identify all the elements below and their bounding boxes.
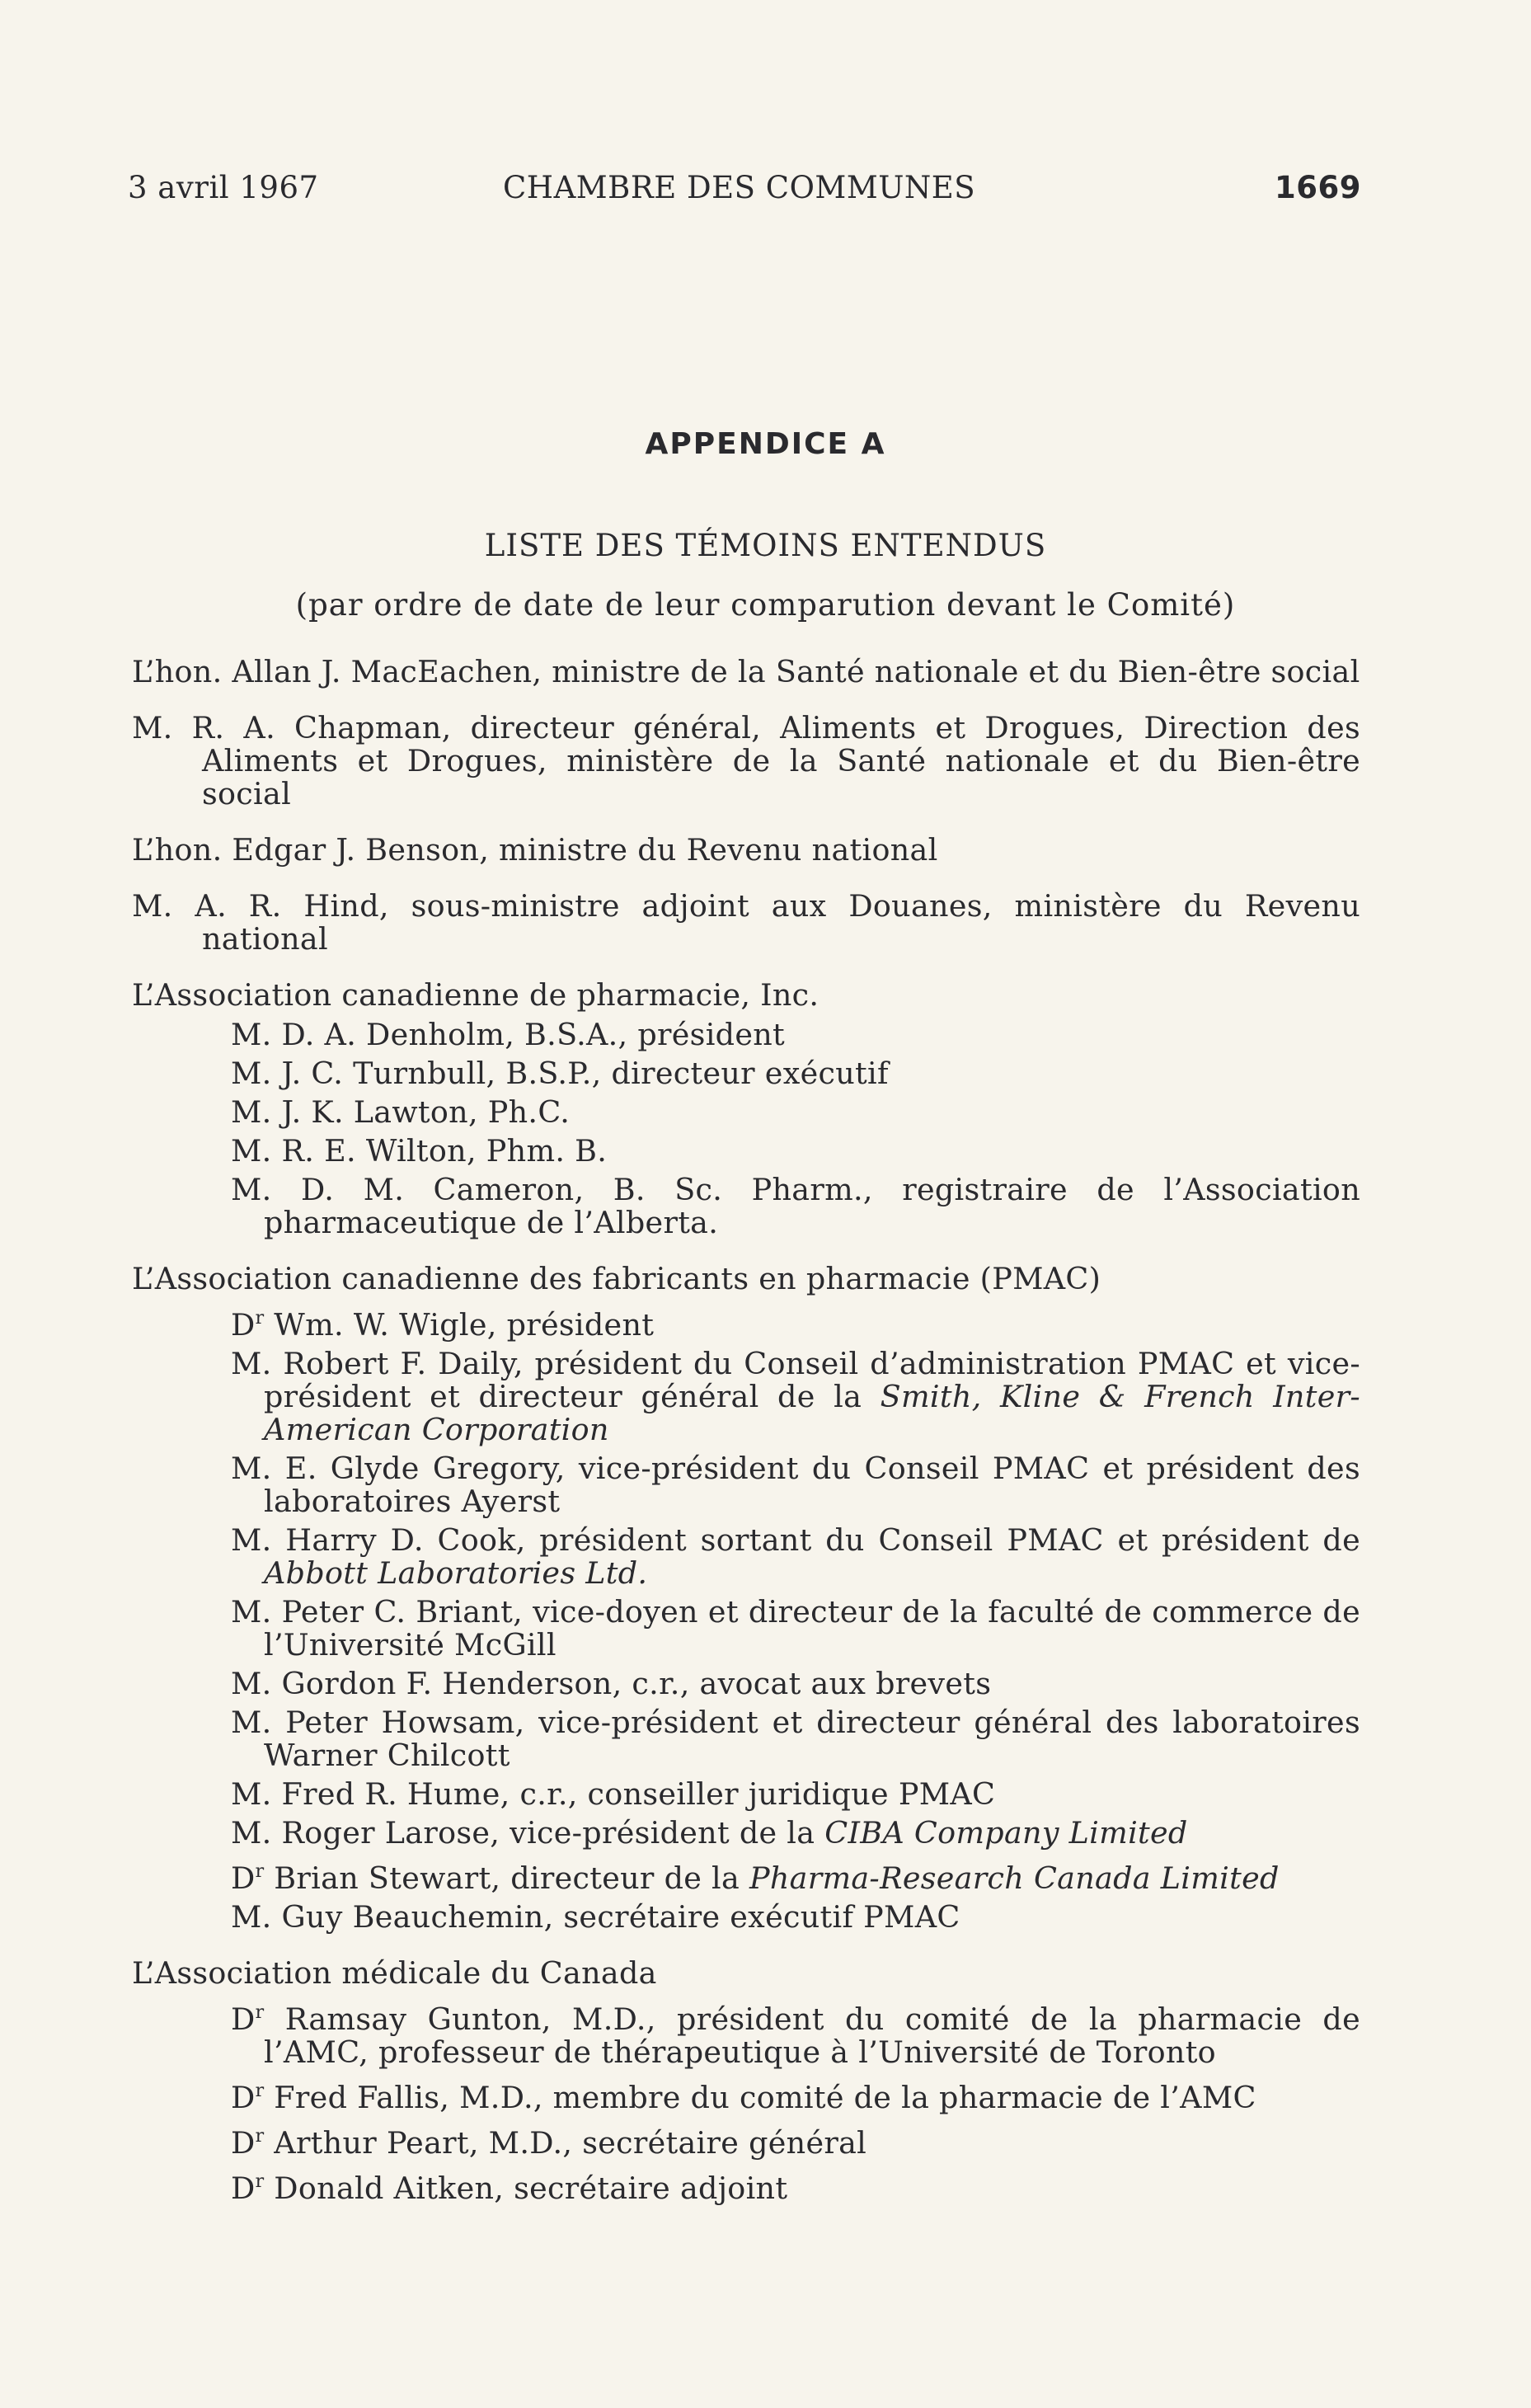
member-item xyxy=(132,1667,1360,1700)
page-header xyxy=(128,170,1361,216)
member-prefix-sup: r xyxy=(255,1861,265,1882)
member-item xyxy=(132,1778,1360,1811)
witness-entry xyxy=(132,890,1360,956)
member-text: M. E. Glyde Gregory, vice-président du Conseil PMAC et président des laboratoires Ayerst xyxy=(231,1451,1360,1519)
member-item xyxy=(132,2075,1360,2114)
witness-text: L’hon. Edgar J. Benson, ministre du Revenu national xyxy=(132,832,938,868)
company-name: CIBA Company Limited xyxy=(824,1815,1188,1851)
member-item xyxy=(132,1901,1360,1934)
member-text: M. Robert F. Daily, président du Conseil d’administration PMAC et vice-président et directeur général de la xyxy=(231,1346,1360,1414)
member-item xyxy=(132,1855,1360,1895)
member-prefix: D xyxy=(231,2080,256,2115)
document-body xyxy=(132,656,1360,2211)
member-item xyxy=(132,1817,1360,1850)
member-item xyxy=(132,1135,1360,1168)
member-prefix: D xyxy=(231,2170,256,2206)
member-item xyxy=(132,1302,1360,1342)
member-text: M. J. C. Turnbull, B.S.P., directeur exécutif xyxy=(231,1056,889,1091)
organization-block xyxy=(132,979,1360,1239)
member-item xyxy=(132,1524,1360,1590)
member-text: M. D. A. Denholm, B.S.A., président xyxy=(231,1017,786,1052)
witness-text: M. A. R. Hind, sous-ministre adjoint aux Douanes, ministère du Revenu national xyxy=(132,888,1360,957)
member-item xyxy=(132,1706,1360,1772)
member-item xyxy=(132,1018,1360,1051)
company-name: Pharma-Research Canada Limited xyxy=(749,1860,1280,1896)
witness-entry xyxy=(132,712,1360,811)
witness-entry xyxy=(132,834,1360,867)
member-item xyxy=(132,1996,1360,2069)
member-text: M. Gordon F. Henderson, c.r., avocat aux brevets xyxy=(231,1666,992,1701)
member-item xyxy=(132,1596,1360,1662)
member-list xyxy=(132,1996,1360,2205)
organization-block xyxy=(132,1263,1360,1934)
member-text: Fred Fallis, M.D., membre du comité de la pharmacie de l’AMC xyxy=(264,2080,1256,2115)
member-text: M. Harry D. Cook, président sortant du Conseil PMAC et président de xyxy=(231,1522,1360,1558)
ordre-note: (par ordre de date de leur comparution devant le Comité) xyxy=(295,587,1236,623)
company-name: Abbott Laboratories Ltd. xyxy=(264,1555,648,1591)
organization-block xyxy=(132,1957,1360,2205)
organization-name: L’Association canadienne des fabricants en pharmacie (PMAC) xyxy=(132,1261,1101,1296)
member-text: M. D. M. Cameron, B. Sc. Pharm., registraire de l’Association pharmaceutique de l’Alberta. xyxy=(231,1172,1360,1240)
member-list xyxy=(132,1302,1360,1934)
member-list xyxy=(132,1018,1360,1239)
member-text: Arthur Peart, M.D., secrétaire général xyxy=(264,2125,867,2161)
member-text: M. Guy Beauchemin, secrétaire exécutif PMAC xyxy=(231,1899,960,1935)
member-item xyxy=(132,1347,1360,1446)
member-prefix: D xyxy=(231,2001,256,2037)
member-item xyxy=(132,2166,1360,2205)
member-text: M. Peter Howsam, vice-président et directeur général des laboratoires Warner Chilcott xyxy=(231,1705,1360,1773)
member-text: M. R. E. Wilton, Phm. B. xyxy=(231,1133,608,1169)
member-text: Ramsay Gunton, M.D., président du comité de la pharmacie de l’AMC, professeur de thérapeutique à l’Université de Toronto xyxy=(264,2001,1360,2070)
member-text: M. Fred R. Hume, c.r., conseiller juridique PMAC xyxy=(231,1776,996,1812)
member-text: Brian Stewart, directeur de la xyxy=(264,1860,749,1896)
company-name: Smith, Kline & French Inter-American Corporation xyxy=(264,1379,1360,1447)
member-prefix-sup: r xyxy=(255,2171,265,2192)
member-text: M. Roger Larose, vice-président de la xyxy=(231,1815,825,1851)
member-item xyxy=(132,2120,1360,2160)
member-prefix-sup: r xyxy=(255,2002,265,2023)
member-prefix: D xyxy=(231,2125,256,2161)
header-chamber: CHAMBRE DES COMMUNES xyxy=(503,170,976,205)
member-prefix: D xyxy=(231,1860,256,1896)
witness-text: L’hon. Allan J. MacEachen, ministre de la Santé nationale et du Bien-être social xyxy=(132,654,1360,689)
appendix-title: APPENDICE A xyxy=(645,427,886,461)
member-item xyxy=(132,1057,1360,1090)
witness-text: M. R. A. Chapman, directeur général, Aliments et Drogues, Direction des Aliments et Drogues, ministère de la Santé nationale et du Bien-être social xyxy=(132,710,1360,811)
organization-name: L’Association canadienne de pharmacie, Inc. xyxy=(132,977,820,1013)
organization-name: L’Association médicale du Canada xyxy=(132,1955,657,1991)
member-prefix-sup: r xyxy=(255,2126,265,2147)
list-title: LISTE DES TÉMOINS ENTENDUS xyxy=(484,528,1047,563)
witness-entry xyxy=(132,656,1360,689)
header-date: 3 avril 1967 xyxy=(128,170,319,205)
member-text: Wm. W. Wigle, président xyxy=(264,1307,655,1343)
member-item xyxy=(132,1173,1360,1239)
member-prefix: D xyxy=(231,1307,256,1343)
page-number: 1669 xyxy=(1275,170,1361,205)
member-item xyxy=(132,1452,1360,1518)
member-text: M. J. K. Lawton, Ph.C. xyxy=(231,1094,571,1130)
member-item xyxy=(132,1096,1360,1129)
member-text: M. Peter C. Briant, vice-doyen et directeur de la faculté de commerce de l’Université McGill xyxy=(231,1594,1360,1663)
member-prefix-sup: r xyxy=(255,2081,265,2101)
member-prefix-sup: r xyxy=(255,1308,265,1329)
member-text: Donald Aitken, secrétaire adjoint xyxy=(264,2170,788,2206)
